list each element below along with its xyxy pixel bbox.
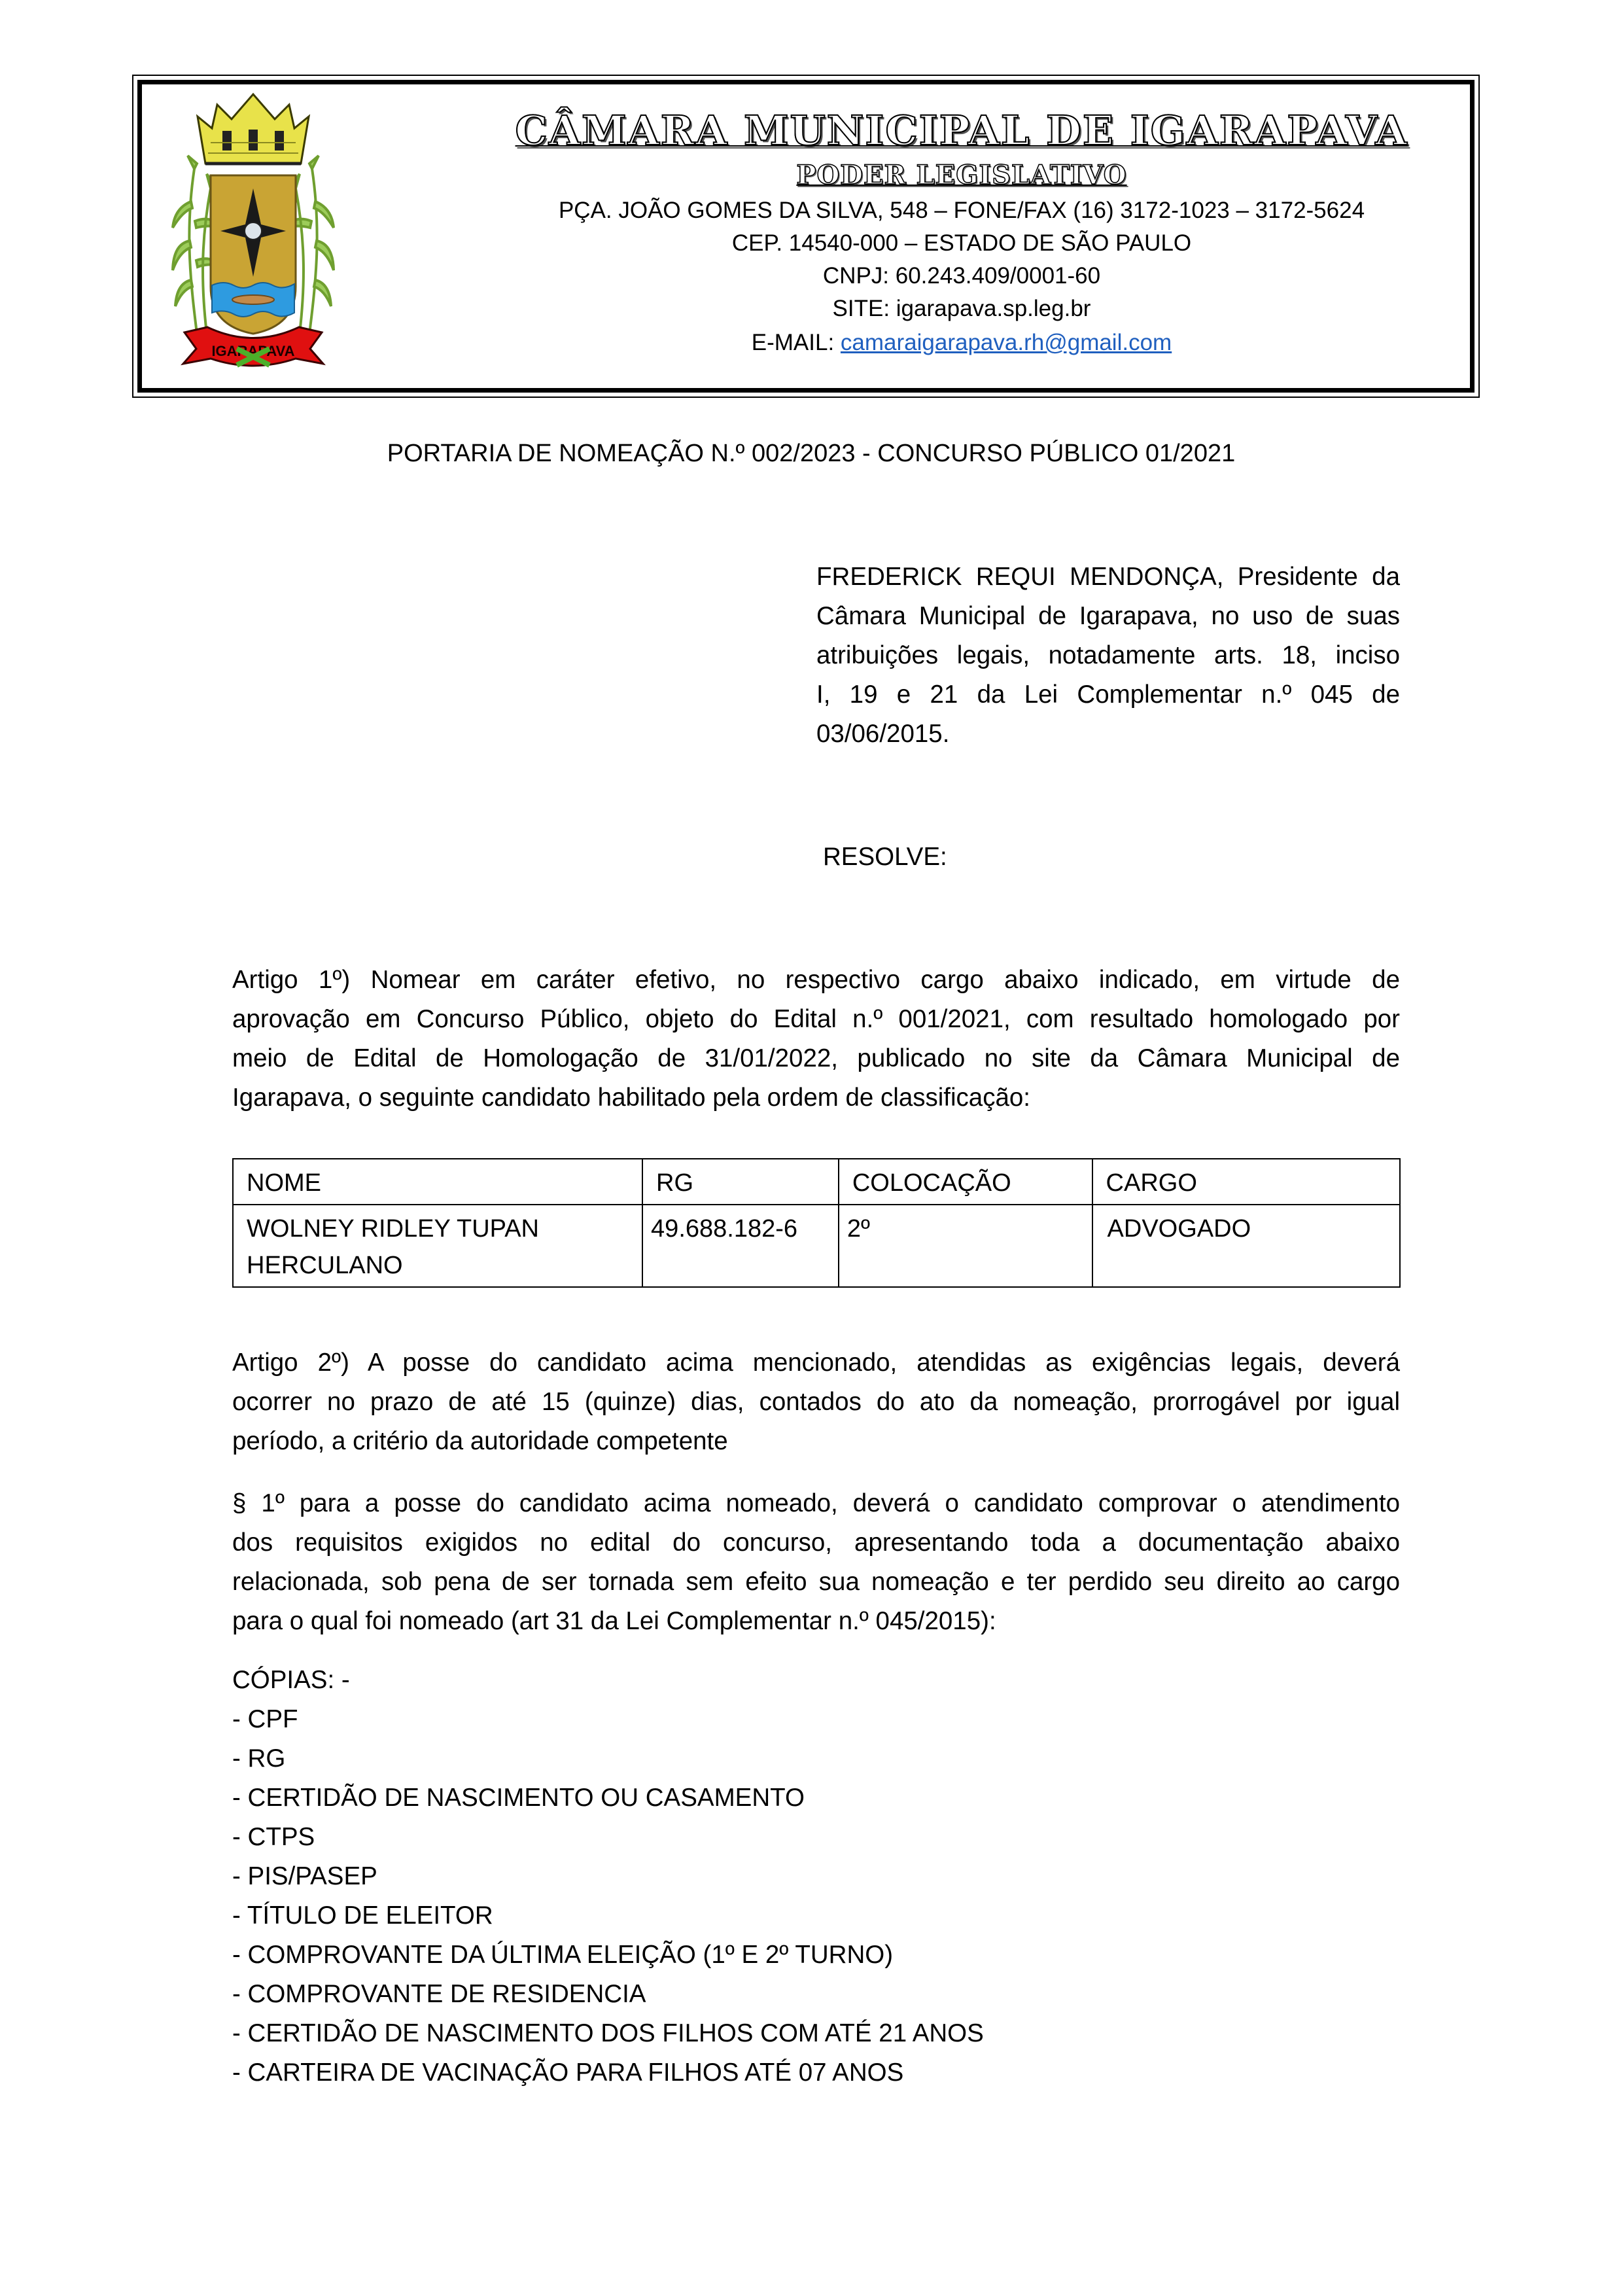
list-item: - CTPS [232, 1823, 315, 1851]
email-label: E-MAIL: [751, 330, 841, 355]
list-item: - CARTEIRA DE VACINAÇÃO PARA FILHOS ATÉ 07 ANOS [232, 2058, 904, 2087]
cell-rg: 49.688.182-6 [642, 1205, 839, 1287]
article-1-line: aprovação em Concurso Público, objeto do Edital n.º 001/2021, com resultado homologado por [232, 1005, 1400, 1033]
column-header-nome: NOME [233, 1159, 642, 1205]
copies-heading: CÓPIAS: - [232, 1666, 350, 1694]
cell-nome-line: HERCULANO [247, 1252, 403, 1279]
branch-name: PODER LEGISLATIVO [796, 160, 1127, 190]
email-link[interactable]: camaraigarapava.rh@gmail.com [840, 330, 1172, 355]
table-row [233, 1205, 1400, 1287]
list-item: - CERTIDÃO DE NASCIMENTO DOS FILHOS COM ATÉ 21 ANOS [232, 2019, 984, 2047]
preamble-line: I, 19 e 21 da Lei Complementar n.º 045 de [816, 680, 1400, 709]
address-line: PÇA. JOÃO GOMES DA SILVA, 548 – FONE/FAX (16) 3172-1023 – 3172-5624 [558, 198, 1365, 223]
document-title: PORTARIA DE NOMEAÇÃO N.º 002/2023 - CONCURSO PÚBLICO 01/2021 [387, 440, 1236, 467]
article-2-paragraph [232, 1343, 1400, 1461]
list-item: - TÍTULO DE ELEITOR [232, 1901, 493, 1930]
site-line: SITE: igarapava.sp.leg.br [832, 296, 1091, 321]
list-item: - PIS/PASEP [232, 1862, 377, 1890]
article-2-line: período, a critério da autoridade competente [232, 1427, 728, 1455]
paragraph-1 [232, 1484, 1400, 1641]
article-1-line: Igarapava, o seguinte candidato habilitado pela ordem de classificação: [232, 1084, 1030, 1112]
resolve-heading: RESOLVE: [823, 843, 947, 871]
required-documents-list [232, 1661, 1344, 2093]
column-header-colocacao: COLOCAÇÃO [839, 1159, 1092, 1205]
paragraph-1-line: para o qual foi nomeado (art 31 da Lei Complementar n.º 045/2015): [232, 1607, 996, 1635]
list-item: - COMPROVANTE DE RESIDENCIA [232, 1980, 646, 2008]
preamble-line: 03/06/2015. [816, 720, 950, 748]
column-header-rg: RG [642, 1159, 839, 1205]
cell-nome [233, 1205, 642, 1287]
article-1-paragraph [232, 961, 1400, 1118]
crest-ribbon-text: IGARAPAVA [211, 343, 295, 359]
list-item: - COMPROVANTE DA ÚLTIMA ELEIÇÃO (1º E 2º TURNO) [232, 1941, 894, 1969]
list-item: - CERTIDÃO DE NASCIMENTO OU CASAMENTO [232, 1784, 805, 1812]
email-line [458, 327, 1465, 359]
preamble-paragraph [816, 557, 1400, 754]
cep-line: CEP. 14540-000 – ESTADO DE SÃO PAULO [731, 230, 1192, 256]
municipal-coat-of-arms-icon [171, 90, 335, 372]
list-item: - CPF [232, 1705, 298, 1733]
preamble-line: atribuições legais, notadamente arts. 18, inciso [816, 641, 1400, 669]
article-2-line: ocorrer no prazo de até 15 (quinze) dias, contados do ato da nomeação, prorrogável por igual [232, 1388, 1400, 1416]
preamble-line: Câmara Municipal de Igarapava, no uso de suas [816, 602, 1400, 630]
nomination-table [232, 1158, 1401, 1288]
table-header-row [233, 1159, 1400, 1205]
cell-colocacao: 2º [839, 1205, 1092, 1287]
article-1-line: meio de Edital de Homologação de 31/01/2022, publicado no site da Câmara Municipal de [232, 1044, 1400, 1072]
mural-crown-icon [198, 94, 309, 164]
cell-cargo: ADVOGADO [1092, 1205, 1400, 1287]
article-1-line: Artigo 1º) Nomear em caráter efetivo, no respectivo cargo abaixo indicado, em virtude de [232, 966, 1400, 994]
column-header-cargo: CARGO [1092, 1159, 1400, 1205]
article-2-line: Artigo 2º) A posse do candidato acima mencionado, atendidas as exigências legais, deverá [232, 1349, 1400, 1377]
paragraph-1-line: relacionada, sob pena de ser tornada sem efeito sua nomeação e ter perdido seu direito ao cargo [232, 1568, 1400, 1596]
institution-name: CÂMARA MUNICIPAL DE IGARAPAVA [515, 107, 1408, 154]
paragraph-1-line: § 1º para a posse do candidato acima nomeado, deverá o candidato comprovar o atendimento [232, 1489, 1400, 1517]
paragraph-1-line: dos requisitos exigidos no edital do concurso, apresentando toda a documentação abaixo [232, 1528, 1400, 1557]
preamble-line: FREDERICK REQUI MENDONÇA, Presidente da [816, 563, 1400, 591]
cnpj-line: CNPJ: 60.243.409/0001-60 [822, 263, 1101, 289]
list-item: - RG [232, 1744, 286, 1773]
cell-nome-line: WOLNEY RIDLEY TUPAN [247, 1215, 539, 1243]
